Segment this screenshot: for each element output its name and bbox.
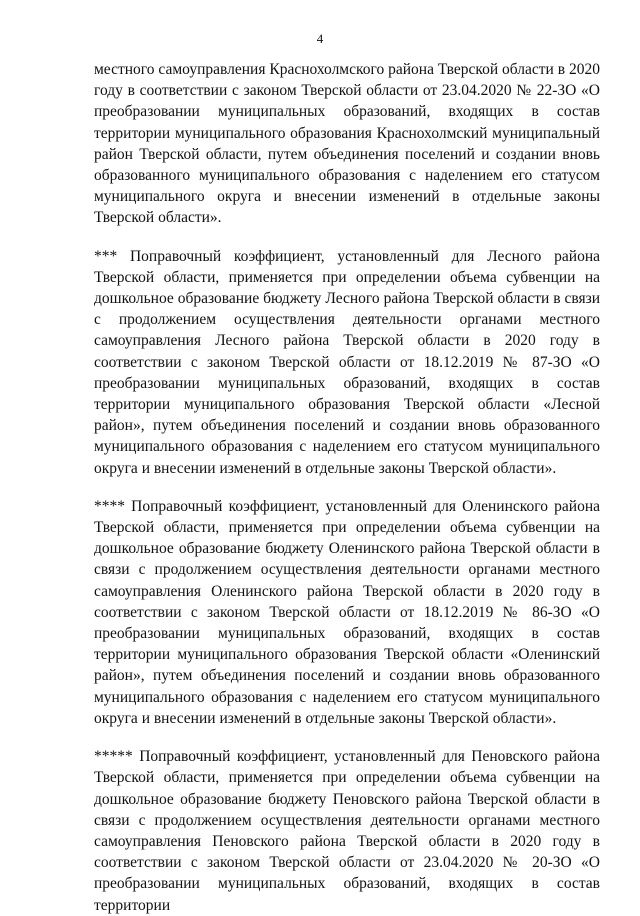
footnote-paragraph: **** Поправочный коэффициент, установленный для Оленинского района Тверской области, применяется при определении объема субвенции на дошкольное образование бюджету Оленинского района Тверской области в связи с продолжением осуществления деятельности органами местного самоуправления Оленинского района Тверской области в 2020 году в соответствии с законом Тверской области от 18.12.2019 № 86-ЗО «О преобразовании муниципальных образований, входящих в состав территории муниципального образования Тверской области «Оленинский район», путем объединения поселений и создании вновь образованного муниципального образования с наделением его статусом муниципального округа и внесении изменений в отдельные законы Тверской области». — [94, 497, 600, 727]
document-body — [94, 59, 600, 916]
page-number: 4 — [316, 31, 324, 46]
paragraph: местного самоуправления Краснохолмского района Тверской области в 2020 году в соответствии с законом Тверской области от 23.04.2020 № 22-ЗО «О преобразовании муниципальных образований, входящих в состав территории муниципального образования Краснохолмский муниципальный район Тверской области, путем объединения поселений и создании вновь образованного муниципального образования с наделением его статусом муниципального округа и внесении изменений в отдельные законы Тверской области». — [94, 61, 600, 227]
footnote-paragraph: *** Поправочный коэффициент, установленный для Лесного района Тверской области, применяется при определении объема субвенции на дошкольное образование бюджету Лесного района Тверской области в связи с продолжением осуществления деятельности органами местного самоуправления Лесного района Тверской области в 2020 году в соответствии с законом Тверской области от 18.12.2019 № 87-ЗО «О преобразовании муниципальных образований, входящих в состав территории муниципального образования Тверской области «Лесной район», путем объединения поселений и создании вновь образованного муниципального образования с наделением его статусом муниципального округа и внесении изменений в отдельные законы Тверской области». — [94, 247, 600, 477]
footnote-paragraph: ***** Поправочный коэффициент, установленный для Пеновского района Тверской области, применяется при определении объема субвенции на дошкольное образование бюджету Пеновского района Тверской области в связи с продолжением осуществления деятельности органами местного самоуправления Пеновского района Тверской области в 2020 году в соответствии с законом Тверской области от 23.04.2020 № 20-ЗО «О преобразовании муниципальных образований, входящих в состав территории — [94, 748, 600, 914]
